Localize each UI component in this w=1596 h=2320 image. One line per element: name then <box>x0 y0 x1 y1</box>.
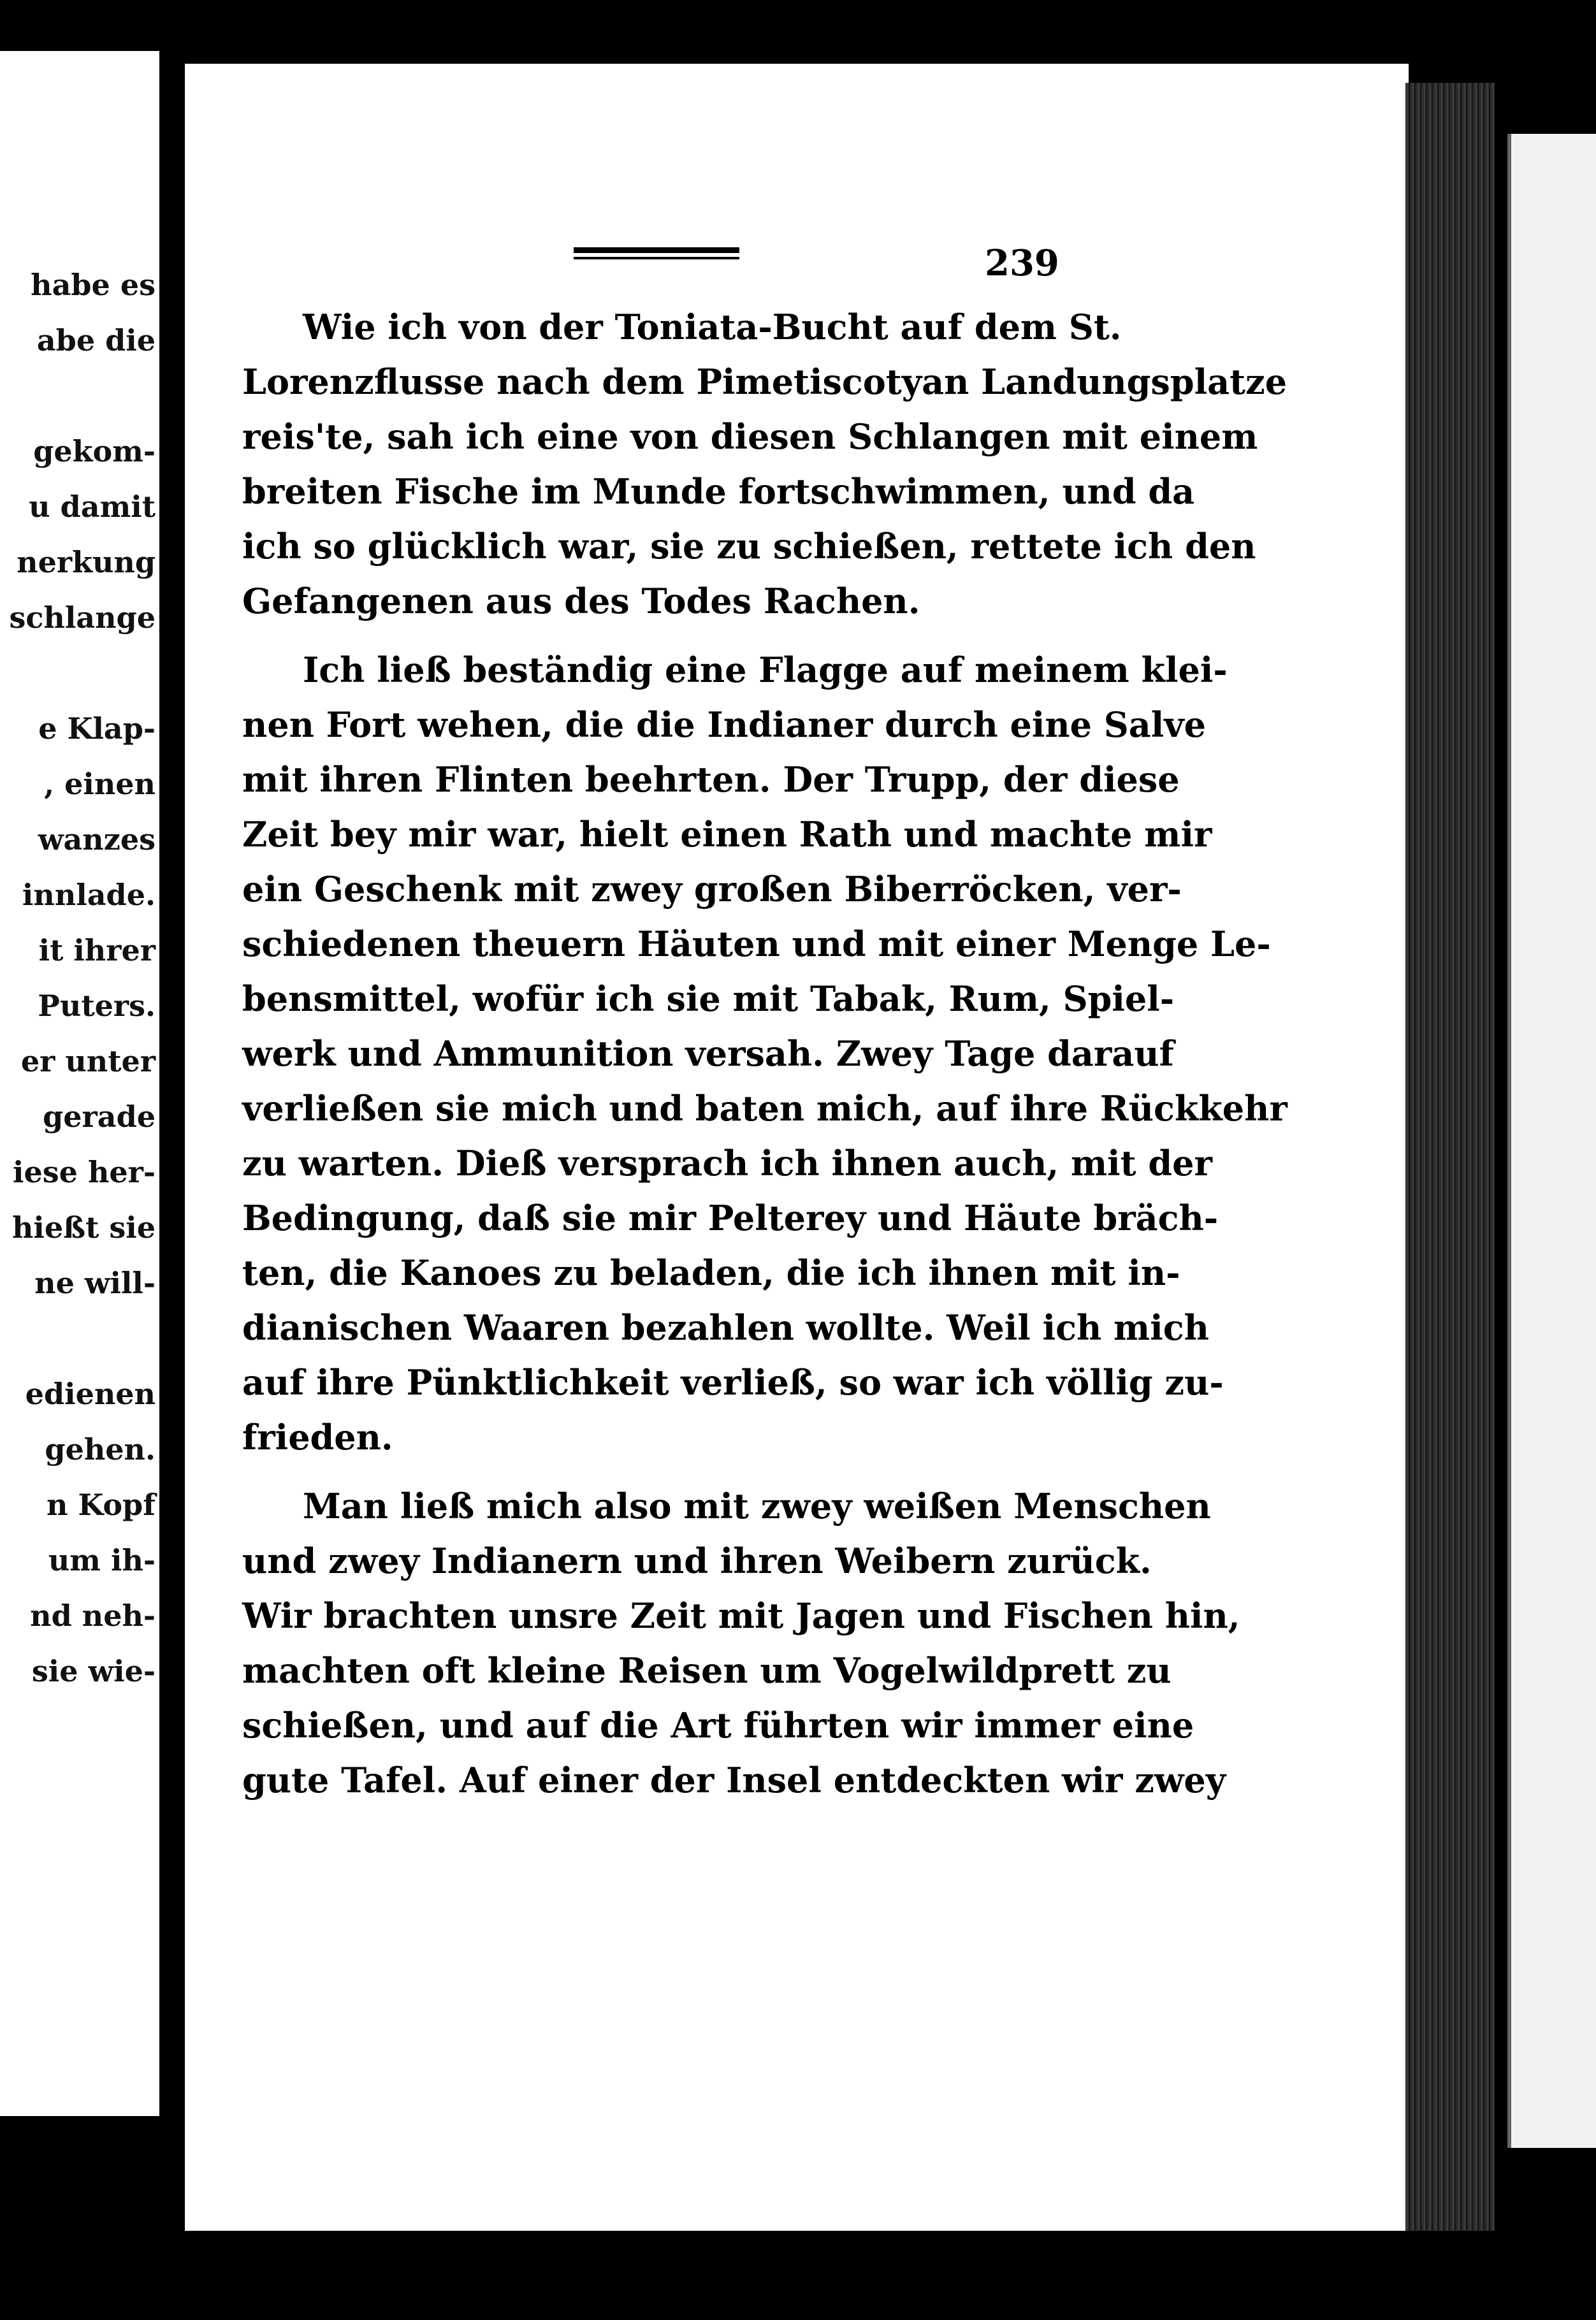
text-line: werk und Ammunition versah. Zwey Tage darauf <box>242 1033 1174 1074</box>
left-page-line: habe es <box>31 268 156 302</box>
left-page-line: e Klap- <box>38 711 156 746</box>
left-facing-page <box>0 51 159 2116</box>
left-page-line: u damit <box>29 489 156 524</box>
text-line: machten oft kleine Reisen um Vogelwildprett zu <box>242 1650 1172 1691</box>
left-page-line: sie wie- <box>31 1654 156 1688</box>
left-page-line: ne will- <box>34 1266 156 1300</box>
text-line: Zeit bey mir war, hielt einen Rath und machte mir <box>242 814 1212 855</box>
text-line: frieden. <box>242 1417 393 1458</box>
left-page-line: abe die <box>36 323 156 358</box>
page-edges <box>1405 83 1495 2231</box>
text-line: bensmittel, wofür ich sie mit Tabak, Rum, Spiel- <box>242 978 1175 1019</box>
text-line: ein Geschenk mit zwey großen Biberröcken, ver- <box>242 869 1182 910</box>
text-line: zu warten. Dieß versprach ich ihnen auch, mit der <box>242 1143 1212 1184</box>
left-page-line: innlade. <box>22 878 156 912</box>
body-text <box>242 300 1288 1808</box>
text-line: ich so glücklich war, sie zu schießen, rettete ich den <box>242 526 1256 567</box>
text-line: Bedingung, daß sie mir Pelterey und Häute bräch- <box>242 1198 1219 1238</box>
text-line: Wie ich von der Toniata-Bucht auf dem St. <box>303 307 1122 347</box>
left-page-line: n Kopf <box>46 1488 156 1522</box>
page-number: 239 <box>985 242 1059 284</box>
left-page-line: hießt sie <box>11 1210 156 1245</box>
text-line: schiedenen theuern Häuten und mit einer Menge Le- <box>242 924 1271 964</box>
left-page-line: gehen. <box>45 1432 156 1467</box>
left-page-line: nerkung <box>17 545 156 579</box>
left-page-line: nd neh- <box>30 1599 156 1633</box>
left-page-line: wanzes <box>38 822 156 857</box>
left-page-line: gerade <box>43 1099 156 1134</box>
left-page-line: schlange <box>9 600 156 635</box>
left-page-line: , einen <box>44 767 156 801</box>
left-page-line: gekom- <box>33 434 156 468</box>
header-rule <box>574 247 739 264</box>
text-line: schießen, und auf die Art führten wir immer eine <box>242 1705 1194 1746</box>
left-page-line: edienen <box>25 1377 156 1411</box>
text-line: Ich ließ beständig eine Flagge auf meinem klei- <box>303 649 1228 690</box>
text-line: Man ließ mich also mit zwey weißen Menschen <box>303 1486 1211 1526</box>
text-line: Gefangenen aus des Todes Rachen. <box>242 581 920 621</box>
left-page-line: Puters. <box>38 989 156 1023</box>
text-line: auf ihre Pünktlichkeit verließ, so war ich völlig zu- <box>242 1362 1224 1403</box>
text-line: und zwey Indianern und ihren Weibern zurück. <box>242 1541 1152 1581</box>
text-line: reis'te, sah ich eine von diesen Schlangen mit einem <box>242 416 1258 457</box>
back-cover <box>1507 134 1596 2148</box>
text-line: Lorenzflusse nach dem Pimetiscotyan Landungsplatze <box>242 361 1288 402</box>
left-page-line: iese her- <box>13 1155 156 1189</box>
text-line: mit ihren Flinten beehrten. Der Trupp, der diese <box>242 759 1180 800</box>
text-line: breiten Fische im Munde fortschwimmen, und da <box>242 471 1195 512</box>
left-page-line: er unter <box>20 1044 156 1078</box>
text-line: ten, die Kanoes zu beladen, die ich ihnen mit in- <box>242 1252 1180 1293</box>
left-page-line: it ihrer <box>38 933 156 968</box>
text-line: verließen sie mich und baten mich, auf ihre Rückkehr <box>242 1088 1288 1129</box>
text-line: Wir brachten unsre Zeit mit Jagen und Fischen hin, <box>242 1595 1240 1636</box>
left-page-line: um ih- <box>48 1543 156 1577</box>
text-line: nen Fort wehen, die die Indianer durch eine Salve <box>242 704 1207 745</box>
text-line: gute Tafel. Auf einer der Insel entdeckten wir zwey <box>242 1760 1226 1801</box>
text-line: dianischen Waaren bezahlen wollte. Weil ich mich <box>242 1307 1209 1348</box>
